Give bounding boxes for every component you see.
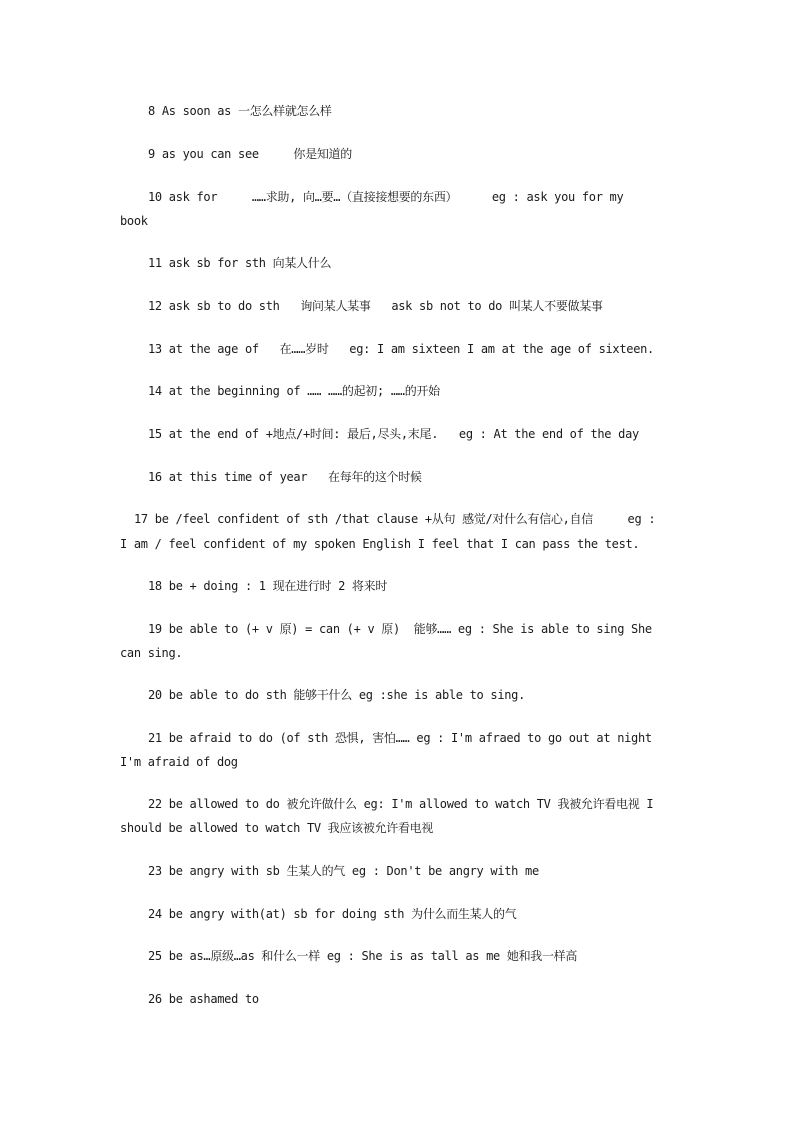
entry-22-continuation: should be allowed to watch TV 我应该被允许看电视 [120,821,434,835]
entry-11: 11 ask sb for sth 向某人什么 [148,256,332,270]
entry-20: 20 be able to do sth 能够干什么 eg :she is able to sing. [148,688,526,702]
entry-17-continuation: I am / feel confident of my spoken English I feel that I can pass the test. [120,537,640,551]
entry-10-continuation: book [120,214,148,228]
entry-26: 26 be ashamed to [148,992,259,1006]
entry-21-continuation: I'm afraid of dog [120,755,238,769]
entry-16: 16 at this time of year 在每年的这个时候 [148,470,422,484]
entry-17: 17 be /feel confident of sth /that clause +从句 感觉/对什么有信心,自信 eg : [134,512,656,526]
entry-9: 9 as you can see 你是知道的 [148,147,352,161]
entry-13: 13 at the age of 在……岁时 eg: I am sixteen I am at the age of sixteen. [148,342,654,356]
entry-23: 23 be angry with sb 生某人的气 eg : Don't be angry with me [148,864,539,878]
entry-25: 25 be as…原级…as 和什么一样 eg : She is as tall as me 她和我一样高 [148,949,578,963]
entry-18: 18 be + doing : 1 现在进行时 2 将来时 [148,579,388,593]
entry-15: 15 at the end of +地点/+时间: 最后,尽头,末尾. eg : At the end of the day [148,427,639,441]
entry-22: 22 be allowed to do 被允许做什么 eg: I'm allowed to watch TV 我被允许看电视 I [148,797,654,811]
entry-21: 21 be afraid to do (of sth 恐惧, 害怕…… eg : I'm afraed to go out at night [148,731,652,745]
entry-19-continuation: can sing. [120,646,183,660]
entry-14: 14 at the beginning of …… ……的起初; ……的开始 [148,384,440,398]
entry-24: 24 be angry with(at) sb for doing sth 为什么而生某人的气 [148,907,517,921]
entry-8: 8 As soon as 一怎么样就怎么样 [148,104,332,118]
entry-19: 19 be able to (+ v 原) = can (+ v 原) 能够…… eg : She is able to sing She [148,622,652,636]
entry-10: 10 ask for ……求助, 向…要…（直接接想要的东西） eg : ask you for my [148,190,624,204]
entry-12: 12 ask sb to do sth 询问某人某事 ask sb not to do 叫某人不要做某事 [148,299,603,313]
